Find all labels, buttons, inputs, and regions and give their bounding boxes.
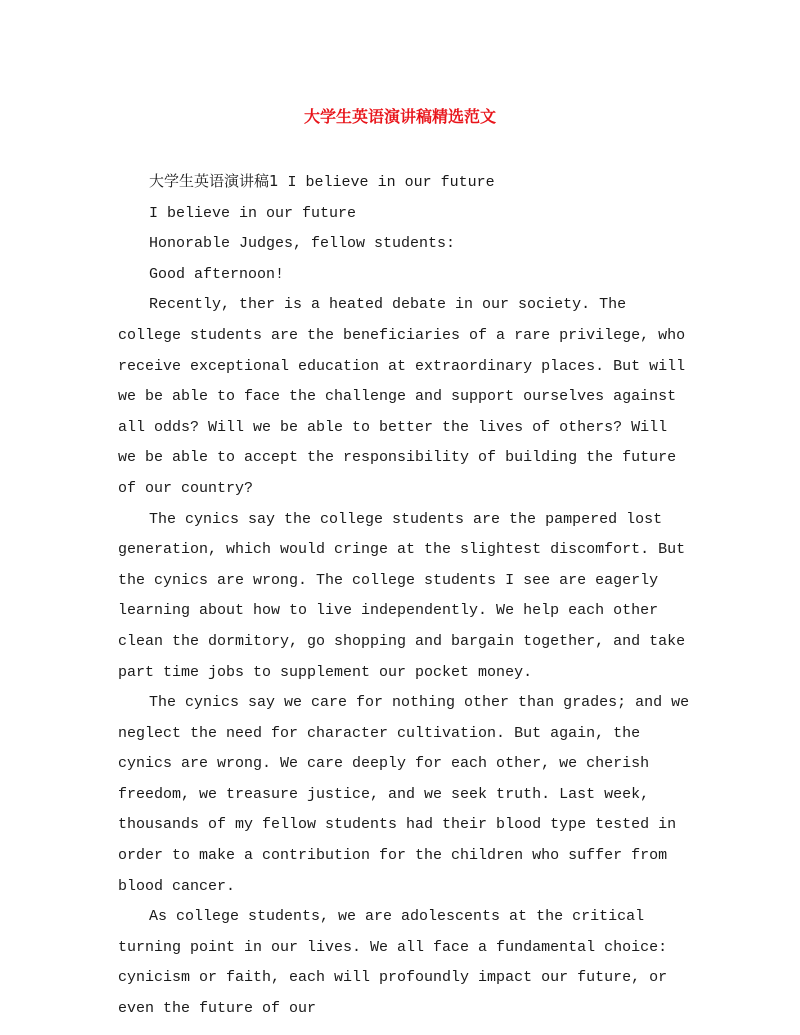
paragraph-3: The cynics say we care for nothing other than grades; and we neglect the need for character cultivation. But again, the cynics are wrong. We care deeply for each other, we cherish freedom, we treasure justice, and we seek truth. Last week, thousands of my fellow students had their blood type tested in order to make a contribution for the children who suffer from blood cancer. <box>118 694 690 895</box>
paragraph-2: The cynics say the college students are the pampered lost generation, which would cringe at the slightest discomfort. But the cynics are wrong. The college students I see are eagerly learning about how to live independently. We help each other clean the dormitory, go shopping and bargain together, and take part time jobs to supplement our pocket money. <box>118 510 686 681</box>
document-body <box>118 166 690 1025</box>
document-title: 大学生英语演讲稿精选范文 <box>303 107 496 126</box>
speech-heading-cn: 大学生英语演讲稿1 <box>149 172 279 190</box>
speech-heading-en: I believe in our future <box>278 174 495 191</box>
paragraph-1: Recently, ther is a heated debate in our society. The college students are the beneficiaries of a rare privilege, who receive exceptional education at extraordinary places. But will we be able to face the challenge and support ourselves against all odds? Will we be able to better the lives of others? Will we be able to accept the responsibility of building the future of our country? <box>118 296 686 497</box>
paragraph-4: As college students, we are adolescents at the critical turning point in our lives. We all face a fundamental choice: cynicism or faith, each will profoundly impact our future, or even the future of our <box>118 908 668 1018</box>
speech-title-line: I believe in our future <box>149 204 357 222</box>
salutation-line: Honorable Judges, fellow students: <box>149 235 456 253</box>
speech-heading-line <box>118 166 690 199</box>
greeting-line: Good afternoon! <box>149 265 285 283</box>
